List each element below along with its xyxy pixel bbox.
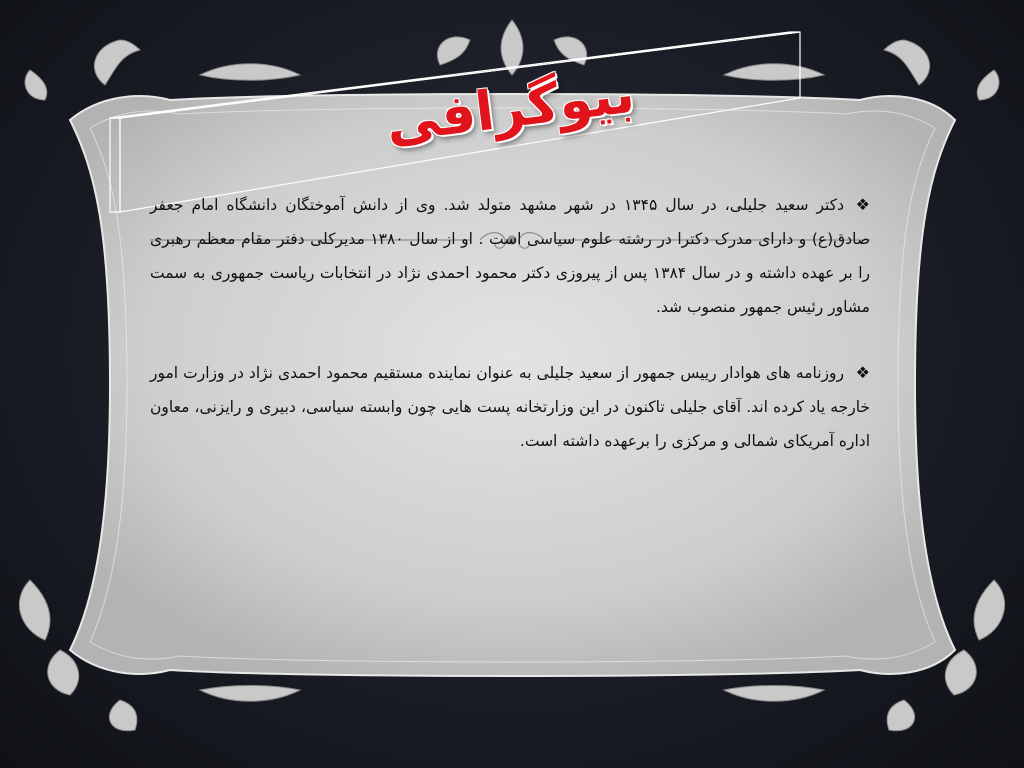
diamond-bullet-icon: ❖ bbox=[855, 195, 870, 214]
slide-content bbox=[150, 188, 870, 490]
paragraph-2-text: روزنامه های هوادار رییس جمهور از سعید جلیلی به عنوان نماینده مستقیم محمود احمدی نژاد در وزارت امور خارجه یاد کرده اند. آقای جلیلی تاکنون در این وزارتخانه پست هایی چون وابسته سیاسی، دبیری و رایزنی، معاون اداره آمریکای شمالی و مرکزی را برعهده داشته است. bbox=[150, 364, 870, 450]
paragraph-1-text: دکتر سعید جلیلی، در سال ۱۳۴۵ در شهر مشهد متولد شد. وی از دانش آموختگان دانشگاه امام جعفر صادق(ع) و دارای مدرک دکترا در رشته علوم سیاسی است . او از سال ۱۳۸۰ مدیرکلی دفتر مقام معظم رهبری را بر عهده داشته و در سال ۱۳۸۴ پس از پیروزی دکتر محمود احمدی نژاد در انتخابات ریاست جمهوری به سمت مشاور رئیس جمهور منصوب شد. bbox=[150, 196, 871, 316]
paragraph-1 bbox=[150, 188, 870, 324]
paragraph-2 bbox=[150, 356, 870, 458]
slide-title: بیوگرافی bbox=[382, 61, 638, 155]
diamond-bullet-icon: ❖ bbox=[855, 363, 870, 382]
